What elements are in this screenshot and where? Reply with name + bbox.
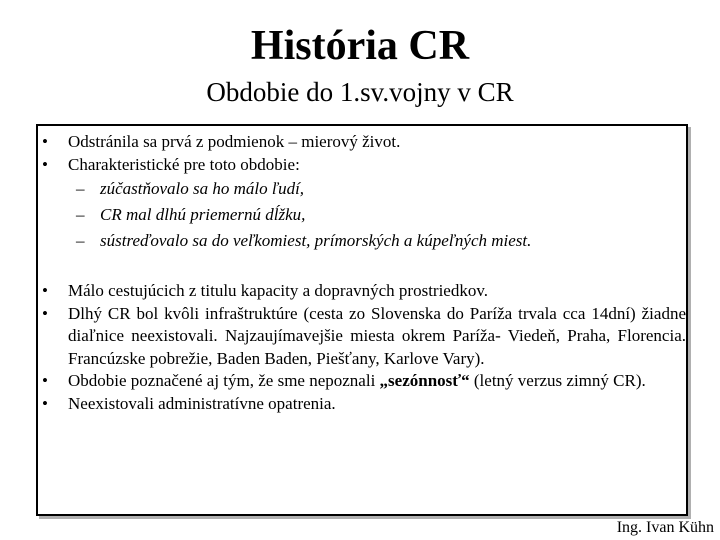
- bullet-item: [34, 370, 686, 393]
- bullet-item: [34, 131, 686, 154]
- bullet-item: [34, 303, 686, 371]
- bullet-text-part: (letný verzus zimný CR).: [469, 371, 646, 390]
- bullet-text: Odstránila sa prvá z podmienok – mierový život.: [68, 132, 401, 151]
- sub-bullet-list: [68, 176, 686, 254]
- slide-subtitle: Obdobie do 1.sv.vojny v CR: [206, 77, 514, 107]
- bullet-text-part: Obdobie poznačené aj tým, že sme nepoznali: [68, 371, 380, 390]
- bullet-text: Málo cestujúcich z titulu kapacity a dopravných prostriedkov.: [68, 281, 488, 300]
- bullet-list: [34, 131, 686, 415]
- bullet-text: Dlhý CR bol kvôli infraštruktúre (cesta zo Slovenska do Paríža trvala cca 14dní) žiadne diaľnice neexistovali. Najzaujímavejšie miesta okrem Paríža- Viedeň, Praha, Florencia. Francúzske pobrežie, Baden Baden, Piešťany, Karlove Vary).: [68, 303, 686, 368]
- seasonality-term: „sezónnosť“: [379, 371, 470, 390]
- sub-bullet-item: – CR mal dlhú priemernú dĺžku,: [68, 202, 686, 228]
- bullet-item: [34, 393, 686, 416]
- bullet-text: Neexistovali administratívne opatrenia.: [68, 393, 336, 413]
- sub-bullet-item: – zúčastňovalo sa ho málo ľudí,: [68, 176, 686, 202]
- bullet-text: Charakteristické pre toto obdobie:: [68, 154, 300, 174]
- author-footer: Ing. Ivan Kühn: [616, 519, 714, 536]
- bullet-item: [34, 154, 686, 255]
- slide-title: História CR: [250, 23, 470, 69]
- sub-bullet-item: – sústreďovalo sa do veľkomiest, prímorských a kúpeľných miest.: [68, 228, 686, 254]
- bullet-item: [34, 280, 686, 303]
